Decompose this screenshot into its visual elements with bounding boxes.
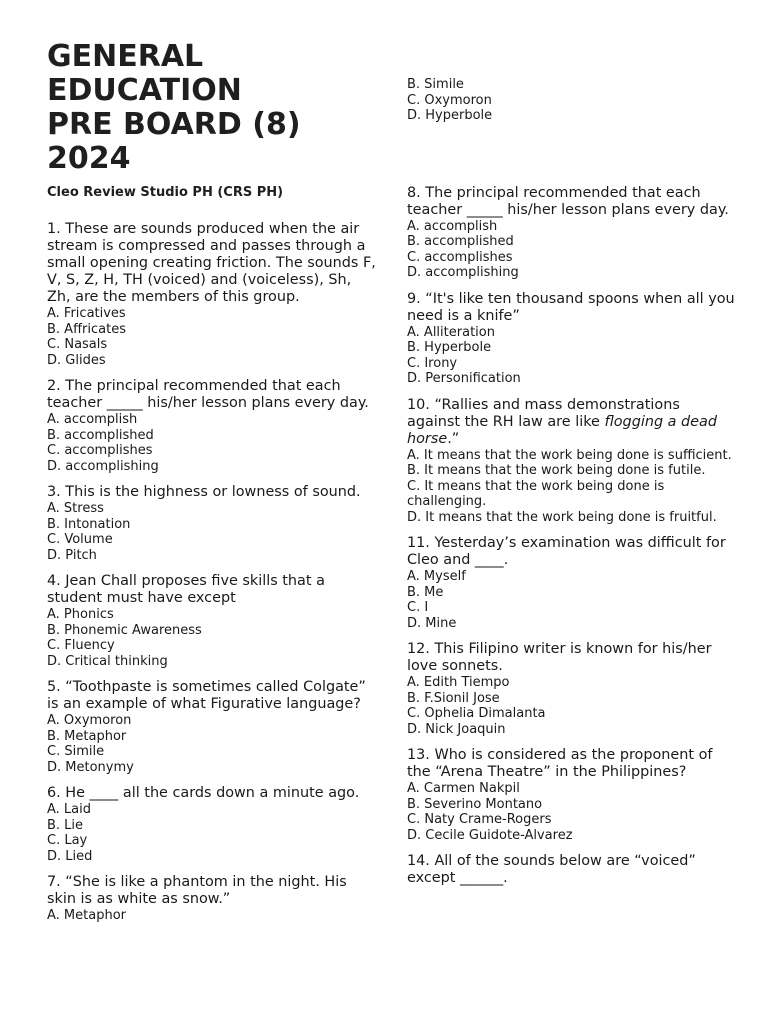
- answer-option: A. Oxymoron: [47, 713, 132, 728]
- answer-option: C. Ophelia Dimalanta: [407, 706, 546, 721]
- answer-option: B. Hyperbole: [407, 340, 492, 355]
- answer-option: A. Phonics: [47, 607, 114, 622]
- answer-option: C. Irony: [407, 355, 458, 371]
- answer-option: A. Fricatives: [47, 306, 126, 321]
- question-13: [407, 747, 737, 843]
- answer-option: B. It means that the work being done is futile.: [407, 463, 706, 478]
- answer-option: A. Stress: [47, 501, 104, 516]
- question-6: [47, 785, 377, 864]
- answer-option: C. It means that the work being done is challenging.: [407, 478, 665, 509]
- answer-option: C. Nasals: [47, 337, 108, 352]
- question-text: 9. “It's like ten thousand spoons when all you need is a knife”: [407, 290, 735, 324]
- answer-option: B. accomplished: [407, 234, 514, 249]
- question-text: 11. Yesterday’s examination was difficult for Cleo and ____.: [407, 535, 726, 568]
- answer-option: D. It means that the work being done is fruitful.: [407, 509, 717, 525]
- answer-option: D. Personification: [407, 371, 521, 386]
- answer-option: D. Nick Joaquin: [407, 721, 506, 737]
- question-8: [407, 185, 737, 281]
- answer-option: A. accomplish: [407, 218, 498, 234]
- answer-option: B. Severino Montano: [407, 796, 543, 812]
- question-text: 6. He ____ all the cards down a minute ago.: [47, 785, 360, 801]
- question-text: 4. Jean Chall proposes five skills that a student must have except: [47, 573, 325, 606]
- answer-option: B. Intonation: [47, 516, 131, 532]
- question-1: [47, 221, 377, 368]
- question-9: [407, 291, 737, 387]
- answer-option: A. Carmen Nakpil: [407, 781, 520, 796]
- question-7: [47, 874, 377, 924]
- answer-option: B. accomplished: [47, 427, 154, 443]
- question-text: 2. The principal recommended that each teacher _____ his/her lesson plans every day.: [47, 378, 369, 411]
- answer-option: C. Simile: [47, 744, 105, 759]
- answer-option: C. Fluency: [47, 638, 115, 653]
- continued-options: [407, 77, 737, 124]
- answer-option: A. Metaphor: [47, 908, 126, 923]
- answer-option: B. Affricates: [47, 321, 126, 337]
- answer-option: B. Phonemic Awareness: [47, 622, 202, 638]
- answer-option: C. Naty Crame-Rogers: [407, 812, 552, 827]
- answer-option: B. Simile: [407, 77, 464, 92]
- answer-option: C. Lay: [47, 833, 88, 848]
- answer-option: A. Myself: [407, 569, 466, 584]
- answer-option: B. Metaphor: [47, 728, 127, 744]
- question-text: 1. These are sounds produced when the air stream is compressed and passes through a small opening creating friction. The sounds F, V, S, Z, H, TH (voiced) and (voiceless), Sh, Zh, are the members of this group.: [47, 221, 376, 305]
- question-11: [407, 535, 737, 631]
- answer-option: C. I: [407, 600, 429, 615]
- question-text: 8. The principal recommended that each teacher _____ his/her lesson plans every day.: [407, 184, 729, 218]
- answer-option: A. Edith Tiempo: [407, 675, 510, 690]
- question-3: [47, 484, 377, 563]
- question-list-left: [47, 221, 377, 924]
- question-text: 12. This Filipino writer is known for his/her love sonnets.: [407, 641, 712, 674]
- answer-option: D. Pitch: [47, 547, 97, 563]
- answer-option: A. It means that the work being done is sufficient.: [407, 447, 732, 463]
- question-2: [47, 378, 377, 474]
- question-4: [47, 573, 377, 669]
- question-text: 7. “She is like a phantom in the night. His skin is as white as snow.”: [47, 874, 347, 907]
- question-12: [407, 641, 737, 737]
- answer-option: A. Laid: [47, 802, 92, 817]
- question-5: [47, 679, 377, 775]
- question-text-part: 10. “Rallies and mass demonstrations against the RH law are like: [407, 396, 680, 430]
- question-14: [407, 853, 737, 887]
- answer-option: D. Hyperbole: [407, 108, 493, 123]
- answer-option: C. Volume: [47, 532, 113, 547]
- question-text: 5. “Toothpaste is sometimes called Colgate” is an example of what Figurative language?: [47, 679, 366, 712]
- answer-option: D. Mine: [407, 615, 457, 631]
- answer-option: D. Cecile Guidote-Alvarez: [407, 827, 573, 843]
- answer-option: B. Me: [407, 584, 444, 600]
- question-text-italic: flogging a dead horse: [407, 413, 717, 447]
- answer-option: C. Oxymoron: [407, 92, 492, 108]
- answer-option: C. accomplishes: [407, 249, 513, 265]
- answer-option: B. Lie: [47, 817, 84, 833]
- question-text: 13. Who is considered as the proponent of the “Arena Theatre” in the Philippines?: [407, 747, 713, 780]
- answer-option: C. accomplishes: [47, 443, 153, 458]
- question-text-part: .”: [447, 430, 460, 447]
- answer-option: D. Glides: [47, 352, 106, 368]
- answer-option: D. accomplishing: [47, 458, 159, 474]
- answer-option: A. Alliteration: [407, 324, 495, 340]
- right-column: [407, 77, 737, 897]
- question-text: [407, 397, 737, 448]
- question-text: 3. This is the highness or lowness of sound.: [47, 484, 361, 500]
- answer-option: D. Critical thinking: [47, 653, 168, 669]
- answer-option: D. accomplishing: [407, 265, 519, 280]
- answer-option: A. accomplish: [47, 412, 138, 427]
- document-title: GENERAL EDUCATION PRE BOARD (8) 2024: [47, 39, 301, 176]
- question-10: [407, 397, 737, 526]
- document-subtitle: Cleo Review Studio PH (CRS PH): [47, 185, 284, 200]
- answer-option: B. F.Sionil Jose: [407, 690, 500, 706]
- question-text: 14. All of the sounds below are “voiced” except ______.: [407, 853, 696, 886]
- answer-option: D. Lied: [47, 848, 93, 864]
- answer-option: D. Metonymy: [47, 759, 134, 775]
- left-column: [47, 40, 377, 934]
